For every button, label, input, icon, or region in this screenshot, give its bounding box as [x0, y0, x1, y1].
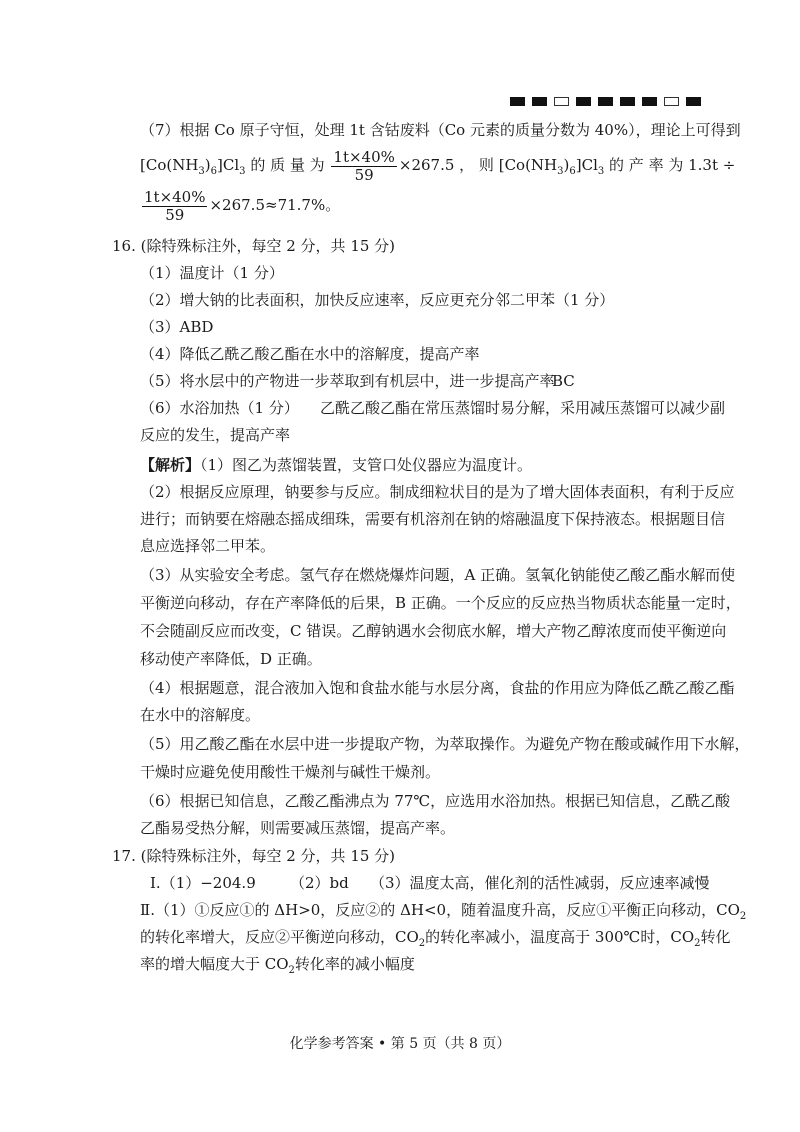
q16-answer-6c: 反应的发生，提高产率: [140, 426, 291, 444]
header-mark: [664, 97, 679, 106]
header-mark: [598, 97, 613, 106]
q16-header: 16. (除特殊标注外，每空 2 分，共 15 分): [112, 237, 396, 255]
q16-answer-6b: 乙酰乙酸乙酯在常压蒸馏时易分解，采用减压蒸馏可以减少副: [320, 399, 726, 417]
header-mark: [510, 97, 525, 106]
header-mark: [576, 97, 591, 106]
header-mark: [532, 97, 547, 106]
header-mark: [554, 97, 569, 106]
q17-part1-answer1: Ⅰ.（1）−204.9: [150, 874, 256, 892]
q16-explanation-3b: 平衡逆向移动，存在产率降低的后果，B 正确。一个反应的反应热当物质状态能量一定时，: [140, 594, 741, 612]
complex-formula: $[Co(NH_3)_6]Cl_3$: [140, 156, 246, 177]
q16-answer-3: （3）ABD: [140, 318, 214, 336]
q16-explanation-3a: （3）从实验安全考虑。氢气存在燃烧爆炸问题，A 正确。氢氧化钠能使乙酸乙酯水解而使: [140, 566, 736, 584]
yield-fraction: $\frac{1t\times 40\%}{59}$: [144, 187, 206, 224]
q16-explanation-5b: 干燥时应避免使用酸性干燥剂与碱性干燥剂。: [140, 763, 441, 781]
q15-7-line2: $[Co(NH_3)_6]Cl_3$ 的 质 量 为 $\frac{1t\times 40\%}{59}$ ×267.5 ， 则 $[Co(NH_3)_6]Cl_3$ 的 产 率 为 1.3t ÷: [140, 147, 736, 184]
q16-explanation-2a: （2）根据反应原理，钠要参与反应。制成细粒状目的是为了增大固体表面积，有利于反应: [140, 483, 735, 501]
q16-explanation-3c: 不会随副反应而改变，C 错误。乙醇钠遇水会彻底水解，增大产物乙醇浓度而使平衡逆向: [140, 622, 727, 640]
q17-header: 17. (除特殊标注外，每空 2 分，共 15 分): [112, 847, 396, 865]
q16-answer-1: （1）温度计（1 分）: [140, 264, 284, 282]
explanation-label: 【解析】: [140, 456, 201, 474]
q17-part2-line1: Ⅱ.（1）①反应①的 ΔH>0，反应②的 ΔH<0，随着温度升高，反应①平衡正向移动，$CO_2$: [140, 901, 747, 922]
q16-answer-2b: 邻二甲苯（1 分）: [495, 291, 615, 309]
q16-explanation-2b: 进行；而钠要在熔融态摇成细珠，需要有机溶剂在钠的熔融温度下保持液态。根据题目信: [140, 510, 726, 528]
mass-fraction: $\frac{1t\times 40\%}{59}$: [333, 147, 395, 184]
q16-explanation-2c: 息应选择邻二甲苯。: [140, 537, 276, 555]
q16-explanation-1: 【解析】（1）图乙为蒸馏装置，支管口处仪器应为温度计。: [140, 456, 533, 474]
q16-answer-5: （5）将水层中的产物进一步萃取到有机层中，进一步提高产率: [140, 372, 555, 390]
q17-part2-line3: 率的增大幅度大于 $CO_2$转化率的减小幅度: [140, 955, 415, 976]
q16-explanation-3d: 移动使产率降低，D 正确。: [140, 650, 322, 668]
q16-answer-2: （2）增大钠的比表面积，加快反应速率，反应更充分: [140, 291, 495, 309]
header-mark: [686, 97, 701, 106]
q16-explanation-5a: （5）用乙酸乙酯在水层中进一步提取产物，为萃取操作。为避免产物在酸或碱作用下水解，: [140, 735, 750, 753]
q15-7-line1: （7）根据 Co 原子守恒，处理 1t 含钴废料（Co 元素的质量分数为 40%），理论上可得到: [140, 121, 741, 139]
q17-part2-line2: 的转化率增大，反应②平衡逆向移动，$CO_2$的转化率减小，温度高于 300℃时，$CO_2$转化: [140, 928, 731, 949]
header-mark: [620, 97, 635, 106]
header-mark: [642, 97, 657, 106]
q16-explanation-6a: （6）根据已知信息，乙酸乙酯沸点为 77℃，应选用水浴加热。根据已知信息，乙酰乙酸: [140, 792, 731, 810]
q16-explanation-6b: 乙酯易受热分解，则需要减压蒸馏，提高产率。: [140, 819, 456, 837]
q15-7-line3: $\frac{1t\times 40\%}{59}$ ×267.5≈71.7%。: [144, 187, 341, 224]
q16-answer-4: （4）降低乙酰乙酸乙酯在水中的溶解度，提高产率: [140, 345, 480, 363]
page-footer: 化学参考答案 • 第 5 页（共 8 页）: [289, 1036, 511, 1052]
q16-answer-5b: BC: [552, 372, 575, 390]
q16-explanation-4a: （4）根据题意，混合液加入饱和食盐水能与水层分离，食盐的作用应为降低乙酰乙酸乙酯: [140, 679, 735, 697]
q17-part1-answer3: （3）温度太高，催化剂的活性减弱，反应速率减慢: [370, 874, 710, 892]
complex-formula: $[Co(NH_3)_6]Cl_3$: [498, 156, 605, 177]
q17-part1-answer2: （2）bd: [290, 874, 349, 892]
header-marks: [510, 97, 701, 106]
q16-explanation-4b: 在水中的溶解度。: [140, 706, 261, 724]
q16-answer-6: （6）水浴加热（1 分）: [140, 399, 299, 417]
